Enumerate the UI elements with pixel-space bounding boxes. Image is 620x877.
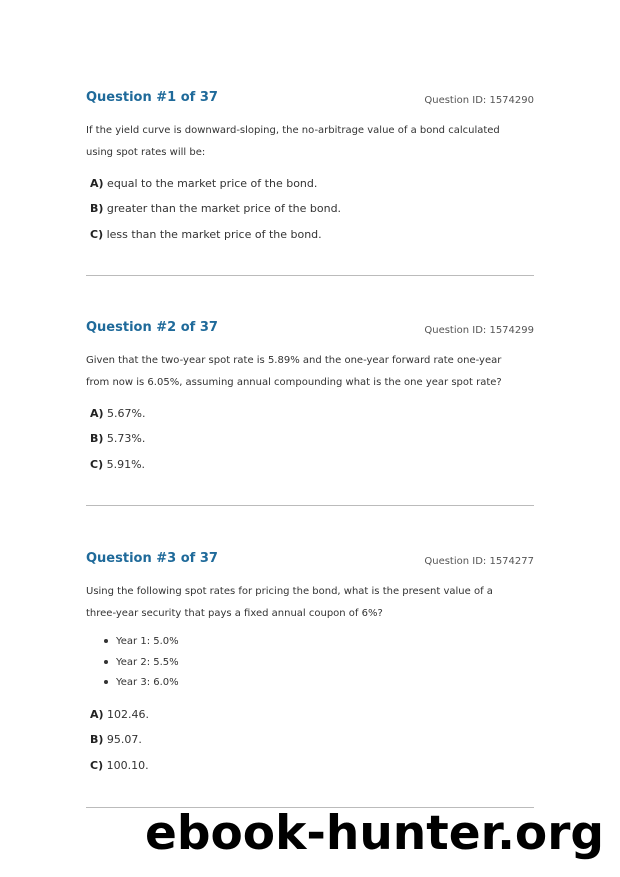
option-a[interactable] xyxy=(90,708,149,733)
option-c[interactable] xyxy=(90,228,341,253)
option-text: 5.91%. xyxy=(106,457,146,471)
option-text: less than the market price of the bond. xyxy=(106,227,322,241)
option-letter: C) xyxy=(90,758,104,772)
option-text: 100.10. xyxy=(106,758,149,772)
bullet-icon xyxy=(104,660,108,664)
option-letter: C) xyxy=(90,227,104,241)
bullet-icon xyxy=(104,639,108,643)
option-letter: A) xyxy=(90,407,104,420)
option-b[interactable] xyxy=(90,432,146,457)
option-letter: B) xyxy=(90,432,104,446)
question-title: Question #1 of 37 xyxy=(86,90,218,105)
bullet-icon xyxy=(104,680,108,684)
divider xyxy=(86,505,534,506)
question-id: Question ID: 1574290 xyxy=(424,95,534,106)
option-a[interactable] xyxy=(90,407,146,432)
list-item xyxy=(104,636,179,657)
option-b[interactable] xyxy=(90,733,149,758)
question-stem: If the yield curve is downward-sloping, the no-arbitrage value of a bond calculated using spot rates will be: xyxy=(86,125,500,158)
option-c[interactable] xyxy=(90,458,146,483)
option-c[interactable] xyxy=(90,759,149,784)
option-text: 102.46. xyxy=(107,708,150,721)
option-letter: A) xyxy=(90,177,104,190)
option-text: 5.73%. xyxy=(106,432,146,446)
option-text: 95.07. xyxy=(106,733,142,747)
divider xyxy=(86,275,534,276)
question-title: Question #3 of 37 xyxy=(86,551,218,566)
option-text: greater than the market price of the bond. xyxy=(106,202,342,216)
option-b[interactable] xyxy=(90,202,341,227)
question-stem: Using the following spot rates for pricing the bond, what is the present value of a three-year security that pays a fixed annual coupon of 6%? xyxy=(86,586,493,619)
option-a[interactable] xyxy=(90,177,341,202)
option-text: Year 3: 6.0% xyxy=(116,677,179,688)
question-id: Question ID: 1574277 xyxy=(424,556,534,567)
question-id: Question ID: 1574299 xyxy=(424,325,534,336)
option-text: Year 2: 5.5% xyxy=(116,656,179,668)
option-letter: A) xyxy=(90,708,104,721)
list-item xyxy=(104,657,179,678)
list-item xyxy=(104,677,179,698)
watermark: ebook-hunter.org xyxy=(145,806,605,861)
option-letter: B) xyxy=(90,733,104,747)
option-letter: B) xyxy=(90,202,104,216)
option-text: equal to the market price of the bond. xyxy=(107,177,318,190)
spot-rate-list xyxy=(104,636,179,698)
question-title: Question #2 of 37 xyxy=(86,320,218,335)
option-text: Year 1: 5.0% xyxy=(116,636,179,647)
option-text: 5.67%. xyxy=(107,407,146,420)
question-stem: Given that the two-year spot rate is 5.89% and the one-year forward rate one-year from now is 6.05%, assuming annual compounding what is the one year spot rate? xyxy=(86,355,502,388)
option-letter: C) xyxy=(90,457,104,471)
